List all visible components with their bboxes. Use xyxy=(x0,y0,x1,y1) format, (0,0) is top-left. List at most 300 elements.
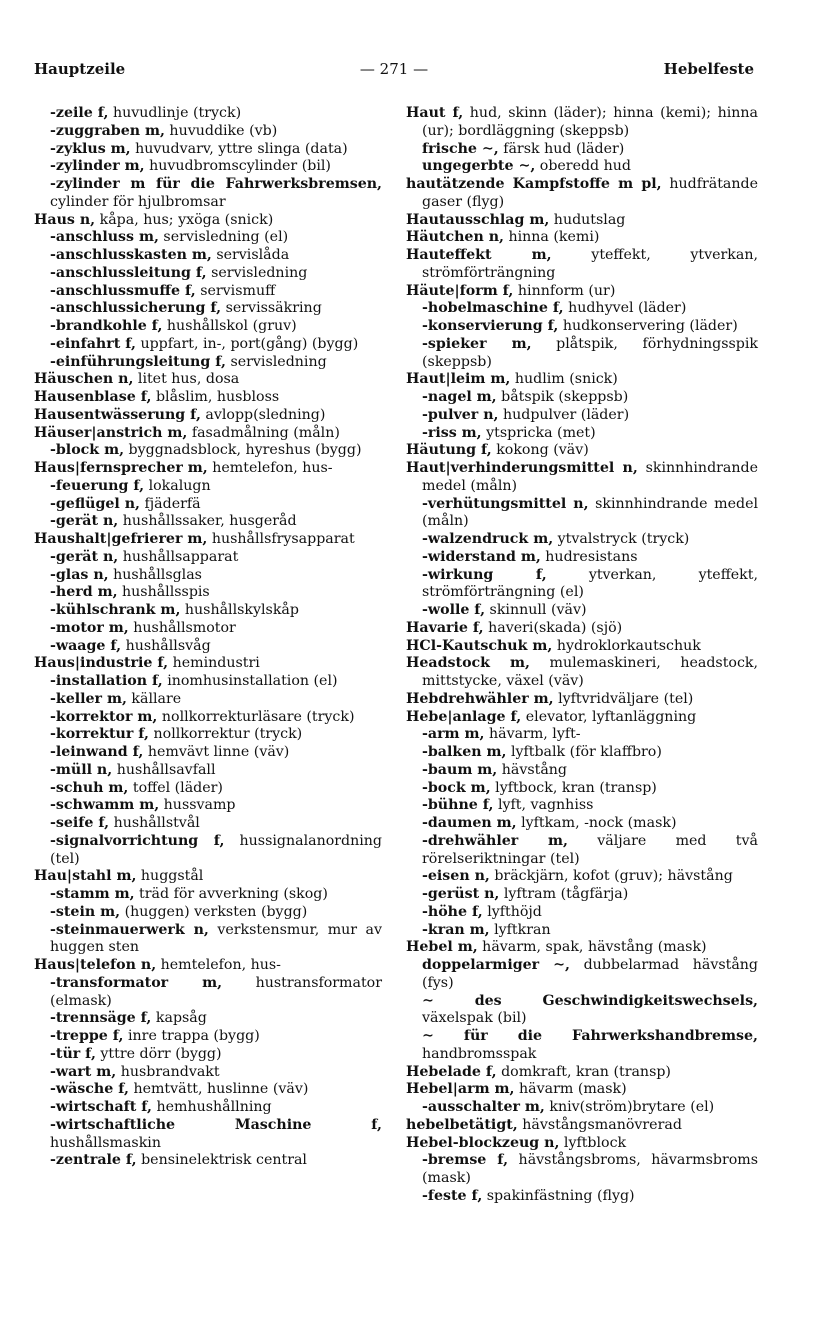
dictionary-subentry xyxy=(34,602,382,620)
definition: litet hus, dosa xyxy=(133,371,240,388)
dictionary-subentry xyxy=(34,1099,382,1117)
definition: hushållsfrysapparat xyxy=(207,531,355,547)
headword: -anschluss m, xyxy=(50,229,159,246)
definition: hud, skinn (läder); hinna (kemi); hinna (ur); bordläggning (skeppsb) xyxy=(422,105,759,139)
headword: -bühne f, xyxy=(422,797,494,814)
dictionary-entry xyxy=(406,638,758,656)
headword: -steinmauerwerk n, xyxy=(50,921,209,938)
dictionary-subentry xyxy=(34,620,382,638)
headword: Hautausschlag m, xyxy=(406,211,550,228)
definition: hävstång xyxy=(497,761,567,778)
definition: huvudbromscylinder (bil) xyxy=(144,158,331,175)
definition: hushållssaker, husgeråd xyxy=(118,513,297,530)
dictionary-subentry xyxy=(406,1099,758,1117)
dictionary-subentry xyxy=(34,726,382,744)
dictionary-subentry xyxy=(34,673,382,691)
headword: -feste f, xyxy=(422,1187,483,1204)
headword: Hebel-blockzeug n, xyxy=(406,1134,560,1151)
headword: Hausenblase f, xyxy=(34,389,152,405)
headword: -hobelmaschine f, xyxy=(422,300,564,317)
headword: hautätzende Kampfstoffe m pl, xyxy=(406,176,662,192)
headword: -wirtschaftliche Maschine f, xyxy=(50,1116,382,1133)
definition: hävarm, spak, hävstång (mask) xyxy=(477,939,707,956)
dictionary-subentry xyxy=(406,1152,758,1188)
headword: -wirkung f, xyxy=(422,566,547,583)
headword: -korrektor m, xyxy=(50,708,158,725)
dictionary-subentry xyxy=(406,780,758,798)
dictionary-subentry xyxy=(406,425,758,443)
headword: -glas n, xyxy=(50,566,109,583)
headword: -bock m, xyxy=(422,779,491,796)
definition: hinnform (ur) xyxy=(513,282,616,299)
definition: uppfart, in-, port(gång) (bygg) xyxy=(135,335,359,352)
definition: ytvalstryck (tryck) xyxy=(553,531,690,547)
dictionary-subentry xyxy=(406,868,758,886)
headword: -installation f, xyxy=(50,673,163,689)
dictionary-subentry xyxy=(406,762,758,780)
headword: Haus|telefon n, xyxy=(34,957,157,973)
dictionary-subentry xyxy=(34,141,382,159)
headword: -block m, xyxy=(50,442,125,459)
definition: hussvamp xyxy=(159,797,236,814)
headword: -transformator m, xyxy=(50,974,223,991)
definition: servismuff xyxy=(195,282,276,299)
headword: Hebe|anlage f, xyxy=(406,708,522,725)
dictionary-subentry xyxy=(34,123,382,141)
headword: ∼ des Geschwindigkeitswechsels, xyxy=(422,992,758,1009)
definition: hussignalanordning (tel) xyxy=(50,832,383,867)
headword: -treppe f, xyxy=(50,1028,124,1044)
headword: HCl-Kautschuk m, xyxy=(406,637,553,654)
definition: skinnull (väv) xyxy=(485,602,587,618)
dictionary-subentry xyxy=(406,904,758,922)
definition: hudlim (snick) xyxy=(510,371,618,388)
dictionary-subentry xyxy=(406,797,758,815)
definition: hävarm (mask) xyxy=(514,1081,627,1098)
headword: -einführungsleitung f, xyxy=(50,353,226,370)
dictionary-entry xyxy=(406,1081,758,1099)
headword: -konservierung f, xyxy=(422,318,559,334)
headword: Hausentwässerung f, xyxy=(34,406,201,423)
headword: -wirtschaft f, xyxy=(50,1099,152,1115)
dictionary-entry xyxy=(34,407,382,425)
dictionary-subentry xyxy=(34,105,382,123)
dictionary-subentry xyxy=(406,158,758,176)
headword: -wolle f, xyxy=(422,602,486,618)
dictionary-entry xyxy=(406,283,758,301)
dictionary-subentry xyxy=(34,247,382,265)
definition: hemhushållning xyxy=(151,1099,272,1115)
definition: hemindustri xyxy=(168,655,260,672)
headword: -anschlussicherung f, xyxy=(50,300,222,317)
definition: hinna (kemi) xyxy=(503,229,600,246)
dictionary-subentry xyxy=(34,1010,382,1028)
definition: dubbelarmad hävstång (fys) xyxy=(422,957,758,991)
headword: Häuser|anstrich m, xyxy=(34,424,188,441)
dictionary-subentry xyxy=(34,513,382,531)
definition: hävarm, lyft- xyxy=(484,726,581,743)
definition: hydroklorkautschuk xyxy=(552,637,701,654)
headword: Hauteffekt m, xyxy=(406,247,552,263)
definition: servisledning xyxy=(206,264,308,281)
definition: lyftblock xyxy=(559,1134,627,1151)
dictionary-subentry xyxy=(34,283,382,301)
dictionary-subentry xyxy=(406,833,758,869)
dictionary-entry xyxy=(406,229,758,247)
headword: Haushalt|gefrierer m, xyxy=(34,531,208,547)
headword: -baum m, xyxy=(422,761,498,778)
definition: servisledning xyxy=(225,353,327,370)
definition: elevator, lyftanläggning xyxy=(521,708,697,725)
definition: servisledning (el) xyxy=(158,229,289,246)
headword: -bremse f, xyxy=(422,1152,509,1169)
definition: hemtelefon, hus- xyxy=(156,957,281,973)
definition: hudhyvel (läder) xyxy=(563,300,687,317)
header-right-guideword: Hebelfeste xyxy=(663,60,754,78)
header-left-guideword: Hauptzeile xyxy=(34,60,126,78)
definition: toffel (läder) xyxy=(128,779,223,796)
definition: blåslim, husbloss xyxy=(151,389,280,405)
dictionary-subentry xyxy=(34,1064,382,1082)
headword: -feuerung f, xyxy=(50,477,145,494)
headword: -kran m, xyxy=(422,921,490,938)
headword: -zylinder m für die Fahrwerksbremsen, xyxy=(50,176,382,192)
headword: -anschlusskasten m, xyxy=(50,247,212,263)
headword: -gerät n, xyxy=(50,548,119,565)
headword: Hebdrehwähler m, xyxy=(406,690,554,707)
definition: verkstensmur, mur av huggen sten xyxy=(50,921,382,956)
headword: Haus|fernsprecher m, xyxy=(34,460,208,476)
headword: -spieker m, xyxy=(422,335,532,352)
dictionary-subentry xyxy=(34,1028,382,1046)
dictionary-subentry xyxy=(406,993,758,1029)
dictionary-subentry xyxy=(406,318,758,336)
dictionary-subentry xyxy=(34,265,382,283)
dictionary-subentry xyxy=(406,567,758,603)
headword: -leinwand f, xyxy=(50,744,144,760)
dictionary-subentry xyxy=(34,922,382,958)
dictionary-entry xyxy=(34,957,382,975)
headword: -zyklus m, xyxy=(50,140,131,157)
dictionary-subentry xyxy=(406,922,758,940)
headword: -einfahrt f, xyxy=(50,335,136,352)
dictionary-entry xyxy=(406,655,758,691)
dictionary-entry xyxy=(34,868,382,886)
headword: -zylinder m, xyxy=(50,158,145,175)
definition: (huggen) verksten (bygg) xyxy=(120,903,308,920)
headword: Häutung f, xyxy=(406,442,492,459)
dictionary-subentry xyxy=(34,442,382,460)
definition: hushållsspis xyxy=(117,584,210,601)
definition: källare xyxy=(126,690,182,707)
headword: -gerüst n, xyxy=(422,886,500,902)
definition: hushållsmotor xyxy=(128,619,236,636)
dictionary-entry xyxy=(406,460,758,496)
page-header xyxy=(34,60,754,84)
headword: -waage f, xyxy=(50,637,122,654)
definition: inre trappa (bygg) xyxy=(123,1028,260,1044)
dictionary-subentry xyxy=(34,762,382,780)
definition: lyftkam, -nock (mask) xyxy=(516,815,677,831)
dictionary-subentry xyxy=(406,141,758,159)
definition: kapsåg xyxy=(151,1010,207,1027)
definition: hudkonservering (läder) xyxy=(558,318,738,334)
definition: huvudlinje (tryck) xyxy=(108,105,242,121)
dictionary-entry xyxy=(34,655,382,673)
definition: cylinder för hjulbromsar xyxy=(50,193,226,210)
headword: -kühlschrank m, xyxy=(50,602,181,618)
definition: hudfrätande gaser (flyg) xyxy=(422,176,758,210)
dictionary-entry xyxy=(34,371,382,389)
definition: byggnadsblock, hyreshus (bygg) xyxy=(124,442,362,459)
dictionary-subentry xyxy=(406,300,758,318)
headword: -brandkohle f, xyxy=(50,318,163,334)
definition: avlopp(sledning) xyxy=(200,406,326,423)
headword: -riss m, xyxy=(422,424,482,441)
headword: ∼ für die Fahrwerkshandbremse, xyxy=(422,1028,758,1044)
headword: Hebel|arm m, xyxy=(406,1081,515,1098)
definition: mulemaskineri, headstock, mittstycke, växel (väv) xyxy=(422,655,758,689)
definition: kokong (väv) xyxy=(491,442,589,459)
dictionary-subentry xyxy=(34,744,382,762)
definition: väljare med två rörelseriktningar (tel) xyxy=(422,832,758,867)
definition: haveri(skada) (sjö) xyxy=(483,619,623,636)
dictionary-subentry xyxy=(34,815,382,833)
headword: Hau|stahl m, xyxy=(34,868,137,885)
headword: -signalvorrichtung f, xyxy=(50,832,225,849)
definition: färsk hud (läder) xyxy=(498,140,625,157)
dictionary-subentry xyxy=(406,389,758,407)
definition: yttre dörr (bygg) xyxy=(95,1045,222,1062)
dictionary-subentry xyxy=(34,549,382,567)
dictionary-entry xyxy=(406,1135,758,1153)
headword: Häuschen n, xyxy=(34,371,134,388)
dictionary-subentry xyxy=(406,744,758,762)
right-column xyxy=(406,105,758,1206)
definition: hushållsmaskin xyxy=(50,1134,161,1151)
definition: lyftram (tågfärja) xyxy=(499,886,629,902)
dictionary-subentry xyxy=(34,354,382,372)
headword: Häutchen n, xyxy=(406,229,504,246)
definition: servislåda xyxy=(211,247,290,263)
definition: hävstångsmanövrerad xyxy=(517,1116,682,1133)
headword: -widerstand m, xyxy=(422,548,541,565)
headword: -wäsche f, xyxy=(50,1081,129,1098)
dictionary-entry xyxy=(34,425,382,443)
definition: lokalugn xyxy=(144,477,211,494)
dictionary-entry xyxy=(406,176,758,212)
headword: -müll n, xyxy=(50,761,113,778)
dictionary-entry xyxy=(406,212,758,230)
dictionary-entry xyxy=(34,212,382,230)
headword: Häute|form f, xyxy=(406,282,514,299)
definition: skinnhindrande medel (måln) xyxy=(422,460,759,494)
dictionary-subentry xyxy=(34,478,382,496)
headword: -schuh m, xyxy=(50,779,129,796)
dictionary-subentry xyxy=(34,1081,382,1099)
dictionary-entry xyxy=(406,1117,758,1135)
dictionary-subentry xyxy=(406,726,758,744)
definition: fasadmålning (måln) xyxy=(187,424,340,441)
definition: hushållsapparat xyxy=(118,548,239,565)
definition: nollkorrekturläsare (tryck) xyxy=(157,708,355,725)
dictionary-entry xyxy=(34,460,382,478)
dictionary-subentry xyxy=(34,300,382,318)
definition: hushållsavfall xyxy=(112,761,216,778)
headword: -schwamm m, xyxy=(50,797,160,814)
dictionary-subentry xyxy=(34,176,382,212)
headword: -ausschalter m, xyxy=(422,1099,545,1115)
dictionary-subentry xyxy=(34,780,382,798)
dictionary-subentry xyxy=(406,407,758,425)
dictionary-entry xyxy=(406,105,758,141)
headword: -zuggraben m, xyxy=(50,122,165,139)
definition: hudresistans xyxy=(540,548,638,565)
definition: bräckjärn, kofot (gruv); hävstång xyxy=(489,868,733,885)
dictionary-subentry xyxy=(34,904,382,922)
dictionary-entry xyxy=(406,620,758,638)
page-number: — 271 — xyxy=(359,60,429,78)
definition: båtspik (skeppsb) xyxy=(496,389,629,405)
dictionary-subentry xyxy=(406,496,758,532)
dictionary-subentry xyxy=(406,531,758,549)
headword: frische ∼, xyxy=(422,140,499,157)
headword: -zeile f, xyxy=(50,105,109,121)
headword: Haus|industrie f, xyxy=(34,655,169,672)
headword: -verhütungsmittel n, xyxy=(422,495,589,512)
headword: Haus n, xyxy=(34,211,96,228)
dictionary-entry xyxy=(406,691,758,709)
definition: lyftbock, kran (transp) xyxy=(490,779,657,796)
definition: träd för avverkning (skog) xyxy=(134,886,328,902)
headword: -anschlussleitung f, xyxy=(50,264,207,281)
dictionary-subentry xyxy=(406,549,758,567)
definition: ytverkan, yteffekt, strömförträngning (el) xyxy=(422,566,758,601)
definition: lyft, vagnhiss xyxy=(493,797,594,814)
headword: -herd m, xyxy=(50,584,118,601)
definition: hustransformator (elmask) xyxy=(50,974,382,1009)
headword: Hebel m, xyxy=(406,939,478,956)
definition: hemvävt linne (väv) xyxy=(143,744,290,760)
dictionary-subentry xyxy=(34,975,382,1011)
dictionary-subentry xyxy=(34,318,382,336)
definition: hudutslag xyxy=(549,211,626,228)
definition: plåtspik, förhydningsspik (skeppsb) xyxy=(422,335,758,370)
definition: inomhusinstallation (el) xyxy=(162,673,338,689)
headword: Haut|verhinderungsmittel n, xyxy=(406,460,638,476)
headword: -balken m, xyxy=(422,744,507,760)
definition: lyfthöjd xyxy=(482,903,542,920)
definition: oberedd hud xyxy=(535,158,632,175)
dictionary-subentry xyxy=(406,886,758,904)
headword: -stamm m, xyxy=(50,886,135,902)
definition: lyftbalk (för klaffbro) xyxy=(506,744,662,760)
headword: -stein m, xyxy=(50,903,121,920)
headword: -pulver n, xyxy=(422,406,499,423)
dictionary-subentry xyxy=(406,957,758,993)
headword: -gerät n, xyxy=(50,513,119,530)
dictionary-subentry xyxy=(34,691,382,709)
dictionary-subentry xyxy=(34,1046,382,1064)
headword: -zentrale f, xyxy=(50,1152,137,1169)
headword: -höhe f, xyxy=(422,903,483,920)
dictionary-subentry xyxy=(34,158,382,176)
dictionary-subentry xyxy=(34,229,382,247)
headword: -walzendruck m, xyxy=(422,531,554,547)
definition: lyftvridväljare (tel) xyxy=(553,690,694,707)
dictionary-subentry xyxy=(406,336,758,372)
headword: -arm m, xyxy=(422,726,485,743)
dictionary-subentry xyxy=(34,584,382,602)
dictionary-entry xyxy=(406,442,758,460)
definition: hushållsglas xyxy=(108,566,202,583)
headword: -drehwähler m, xyxy=(422,832,568,849)
dictionary-entry xyxy=(34,389,382,407)
dictionary-entry xyxy=(406,247,758,283)
headword: Havarie f, xyxy=(406,619,484,636)
definition: ytspricka (met) xyxy=(481,424,596,441)
headword: -seife f, xyxy=(50,815,110,831)
definition: hushållsvåg xyxy=(121,637,211,654)
headword: -anschlussmuffe f, xyxy=(50,282,196,299)
definition: hudpulver (läder) xyxy=(498,406,630,423)
headword: Haut|leim m, xyxy=(406,371,511,388)
headword: -tür f, xyxy=(50,1045,96,1062)
dictionary-subentry xyxy=(34,833,382,869)
definition: huvudvarv, yttre slinga (data) xyxy=(130,140,348,157)
definition: hävstångsbroms, hävarmsbroms (mask) xyxy=(422,1152,758,1186)
dictionary-subentry xyxy=(406,815,758,833)
dictionary-subentry xyxy=(34,336,382,354)
headword: -wart m, xyxy=(50,1063,117,1080)
dictionary-entry xyxy=(406,709,758,727)
headword: -korrektur f, xyxy=(50,726,150,743)
headword: Haut f, xyxy=(406,105,464,121)
definition: bensinelektrisk central xyxy=(136,1152,307,1169)
definition: skinnhindrande medel (måln) xyxy=(422,495,758,530)
definition: lyftkran xyxy=(489,921,551,938)
definition: handbromsspak xyxy=(422,1045,537,1062)
definition: hushållstvål xyxy=(109,815,200,831)
definition: hushållskylskåp xyxy=(180,602,299,618)
headword: doppelarmiger ∼, xyxy=(422,957,570,973)
definition: hemtelefon, hus- xyxy=(207,460,333,476)
left-column xyxy=(34,105,382,1170)
dictionary-entry xyxy=(406,371,758,389)
dictionary-subentry xyxy=(34,886,382,904)
dictionary-subentry xyxy=(34,1117,382,1153)
headword: Headstock m, xyxy=(406,655,530,672)
dictionary-entry xyxy=(34,531,382,549)
definition: huggstål xyxy=(136,868,204,885)
dictionary-subentry xyxy=(34,567,382,585)
definition: fjäderfä xyxy=(140,495,201,512)
dictionary-subentry xyxy=(406,1188,758,1206)
definition: kåpa, hus; yxöga (snick) xyxy=(95,211,274,228)
dictionary-subentry xyxy=(406,1028,758,1064)
headword: -motor m, xyxy=(50,619,129,636)
dictionary-subentry xyxy=(34,709,382,727)
definition: hushållskol (gruv) xyxy=(162,318,297,334)
definition: spakinfästning (flyg) xyxy=(482,1187,635,1204)
headword: -daumen m, xyxy=(422,815,517,831)
definition: huvuddike (vb) xyxy=(164,122,278,139)
headword: -eisen n, xyxy=(422,868,490,885)
headword: Hebelade f, xyxy=(406,1063,497,1080)
headword: hebelbetätigt, xyxy=(406,1116,518,1133)
dictionary-entry xyxy=(406,1064,758,1082)
definition: hemtvätt, huslinne (väv) xyxy=(128,1081,309,1098)
